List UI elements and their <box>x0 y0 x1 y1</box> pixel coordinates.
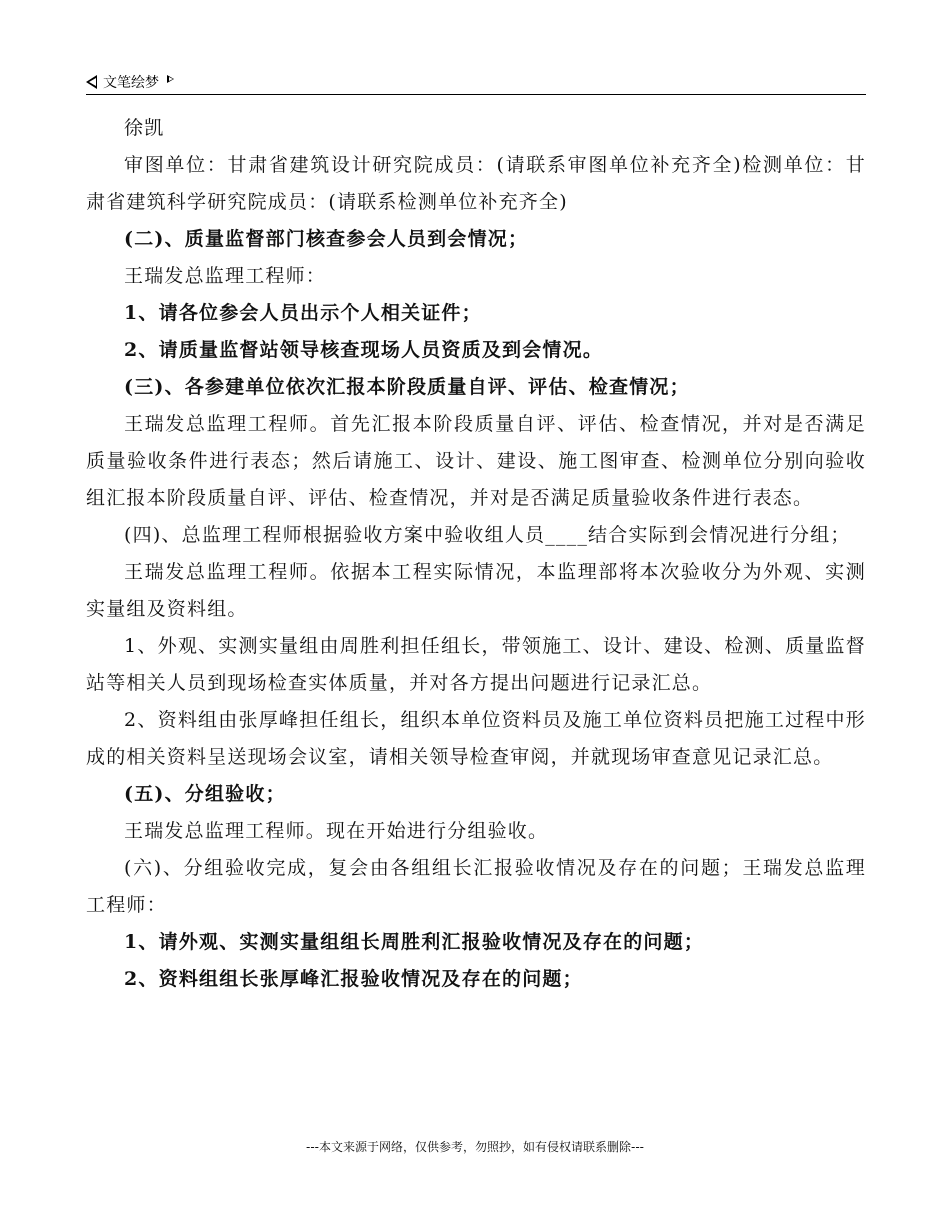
header-brand-text: 文笔绘梦 <box>103 75 159 91</box>
paragraph: 2、请质量监督站领导核查现场人员资质及到会情况。 <box>124 339 604 361</box>
paragraph: (三)、各参建单位依次汇报本阶段质量自评、评估、检查情况； <box>124 376 690 398</box>
paragraph: (五)、分组验收； <box>124 783 286 805</box>
paragraph: 2、资料组组长张厚峰汇报验收情况及存在的问题； <box>124 968 583 990</box>
paragraph: (六)、分组验收完成，复会由各组组长汇报验收情况及存在的问题；王瑞发总监理工程师： <box>86 857 866 916</box>
triangle-left-icon <box>86 75 97 89</box>
paragraph: 1、请各位参会人员出示个人相关证件； <box>124 302 482 324</box>
document-body <box>86 110 866 998</box>
paragraph: 王瑞发总监理工程师。依据本工程实际情况，本监理部将本次验收分为外观、实测实量组及资料组。 <box>86 561 866 620</box>
paragraph: 2、资料组由张厚峰担任组长，组织本单位资料员及施工单位资料员把施工过程中形成的相关资料呈送现场会议室，请相关领导检查审阅，并就现场审查意见记录汇总。 <box>86 709 866 768</box>
paragraph: 审图单位：甘肃省建筑设计研究院成员：(请联系审图单位补充齐全)检测单位：甘肃省建筑科学研究院成员：(请联系检测单位补充齐全) <box>86 154 866 213</box>
paragraph: 徐凯 <box>124 117 165 139</box>
paragraph: 王瑞发总监理工程师： <box>124 265 327 287</box>
triangle-right-icon <box>167 75 174 83</box>
paragraph: 王瑞发总监理工程师。首先汇报本阶段质量自评、评估、检查情况，并对是否满足质量验收条件进行表态；然后请施工、设计、建设、施工图审查、检测单位分别向验收组汇报本阶段质量自评、评估、检查情况，并对是否满足质量验收条件进行表态。 <box>86 413 866 509</box>
page-header <box>86 70 866 95</box>
paragraph: (二)、质量监督部门核查参会人员到会情况； <box>124 228 529 250</box>
paragraph: 1、请外观、实测实量组组长周胜利汇报验收情况及存在的问题； <box>124 931 705 953</box>
page-footer: ---本文来源于网络，仅供参考，勿照抄，如有侵权请联系删除--- <box>306 1140 644 1154</box>
paragraph: 1、外观、实测实量组由周胜利担任组长，带领施工、设计、建设、检测、质量监督站等相关人员到现场检查实体质量，并对各方提出问题进行记录汇总。 <box>86 635 866 694</box>
header-brand <box>86 72 174 92</box>
paragraph: 王瑞发总监理工程师。现在开始进行分组验收。 <box>124 820 549 842</box>
paragraph: (四)、总监理工程师根据验收方案中验收组人员____结合实际到会情况进行分组； <box>124 524 851 546</box>
